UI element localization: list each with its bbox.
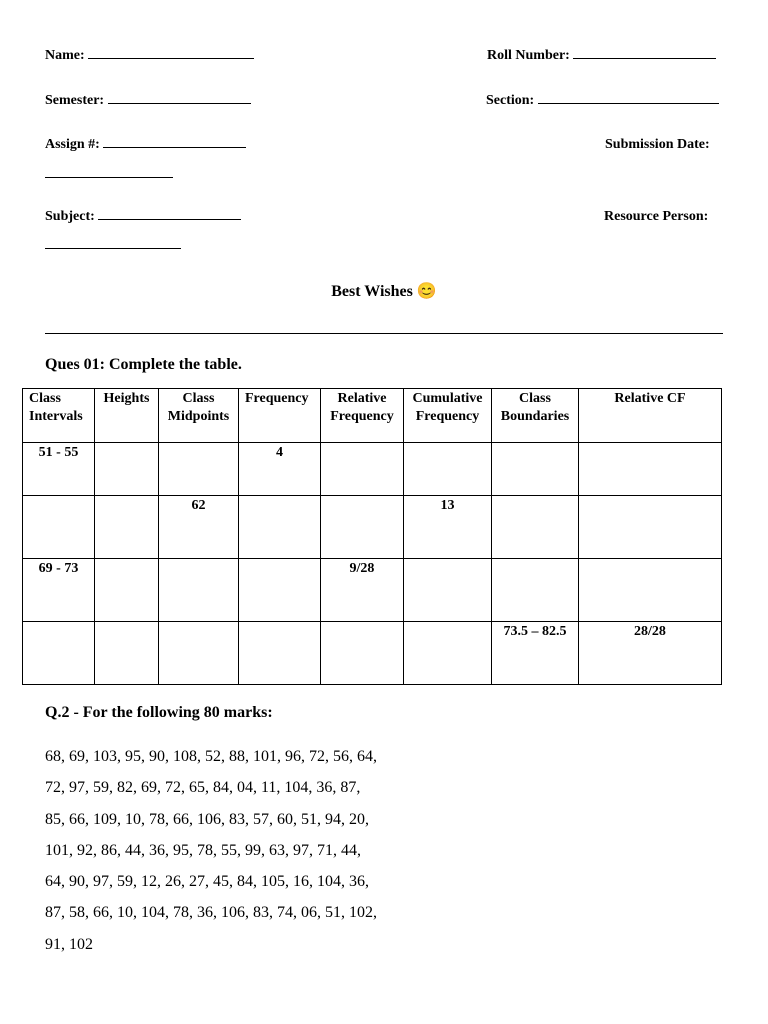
marks-line: 101, 92, 86, 44, 36, 95, 78, 55, 99, 63, 97, 71, 44, [45,841,361,859]
section-field[interactable] [486,93,719,109]
marks-line: 85, 66, 109, 10, 78, 66, 106, 83, 57, 60, 51, 94, 20, [45,810,369,828]
cell[interactable] [579,559,722,622]
semester-label: Semester: [45,93,105,108]
cell[interactable] [579,496,722,559]
cell[interactable] [492,443,579,496]
cell[interactable] [492,496,579,559]
marks-line: 64, 90, 97, 59, 12, 26, 27, 45, 84, 105, 16, 104, 36, [45,873,369,891]
cell[interactable]: 28/28 [579,622,722,685]
header-class-boundaries: Class Boundaries [492,389,579,443]
section-label: Section: [486,93,535,108]
cell[interactable]: 9/28 [321,559,404,622]
cell[interactable]: 69 - 73 [23,559,95,622]
header-class-midpoints: Class Midpoints [159,389,239,443]
header-relative-cf: Relative CF [579,389,722,443]
cell[interactable] [404,443,492,496]
table-header-row [23,389,722,443]
cell[interactable] [239,496,321,559]
assign-label: Assign #: [45,137,100,152]
cell[interactable] [239,559,321,622]
cell[interactable] [95,443,159,496]
cell[interactable] [404,559,492,622]
cell[interactable] [23,496,95,559]
cell[interactable] [159,559,239,622]
cell[interactable] [95,622,159,685]
submission-date-blank[interactable] [45,177,173,178]
greeting-text: Best Wishes [331,283,413,300]
header-heights: Heights [95,389,159,443]
marks-line: 87, 58, 66, 10, 104, 78, 36, 106, 83, 74, 06, 51, 102, [45,904,377,922]
q2-title: Q.2 - For the following 80 marks: [45,704,273,721]
header-frequency: Frequency [239,389,321,443]
cell[interactable] [95,559,159,622]
marks-line: 68, 69, 103, 95, 90, 108, 52, 88, 101, 96, 72, 56, 64, [45,748,377,765]
resource-person-label: Resource Person: [604,209,709,224]
resource-person-blank[interactable] [45,248,181,249]
roll-number-blank[interactable] [573,57,716,59]
cell[interactable] [321,496,404,559]
name-field[interactable] [45,48,254,64]
cell[interactable]: 4 [239,443,321,496]
frequency-table [22,388,722,685]
table-row [23,559,722,622]
header-cumulative-frequency: Cumulative Frequency [404,389,492,443]
separator-line [45,333,723,334]
semester-field[interactable] [45,93,251,109]
cell[interactable] [239,622,321,685]
section-blank[interactable] [538,102,719,104]
subject-field[interactable] [45,209,241,225]
cell[interactable] [159,622,239,685]
cell[interactable] [579,443,722,496]
assign-field[interactable] [45,137,246,153]
roll-number-label: Roll Number: [487,48,570,63]
cell[interactable]: 51 - 55 [23,443,95,496]
header-class-intervals: Class Intervals [23,389,95,443]
marks-list [45,741,377,960]
table-row [23,496,722,559]
smile-icon: 😊 [416,283,437,300]
roll-number-field[interactable] [487,48,716,64]
subject-label: Subject: [45,209,95,224]
marks-line: 91, 102 [45,935,93,953]
table-row [23,443,722,496]
marks-line: 72, 97, 59, 82, 69, 72, 65, 84, 04, 11, 104, 36, 87, [45,779,361,797]
header-relative-frequency: Relative Frequency [321,389,404,443]
cell[interactable] [95,496,159,559]
subject-blank[interactable] [98,218,241,220]
greeting [0,281,768,301]
name-blank[interactable] [88,57,254,59]
assign-blank[interactable] [103,146,246,148]
table-row [23,622,722,685]
semester-blank[interactable] [108,102,251,104]
cell[interactable]: 62 [159,496,239,559]
cell[interactable] [492,559,579,622]
cell[interactable]: 73.5 – 82.5 [492,622,579,685]
cell[interactable] [404,622,492,685]
cell[interactable] [23,622,95,685]
name-label: Name: [45,48,85,63]
cell[interactable] [159,443,239,496]
submission-date-label: Submission Date: [605,137,710,152]
q1-title: Ques 01: Complete the table. [45,356,242,373]
cell[interactable] [321,622,404,685]
cell[interactable]: 13 [404,496,492,559]
cell[interactable] [321,443,404,496]
